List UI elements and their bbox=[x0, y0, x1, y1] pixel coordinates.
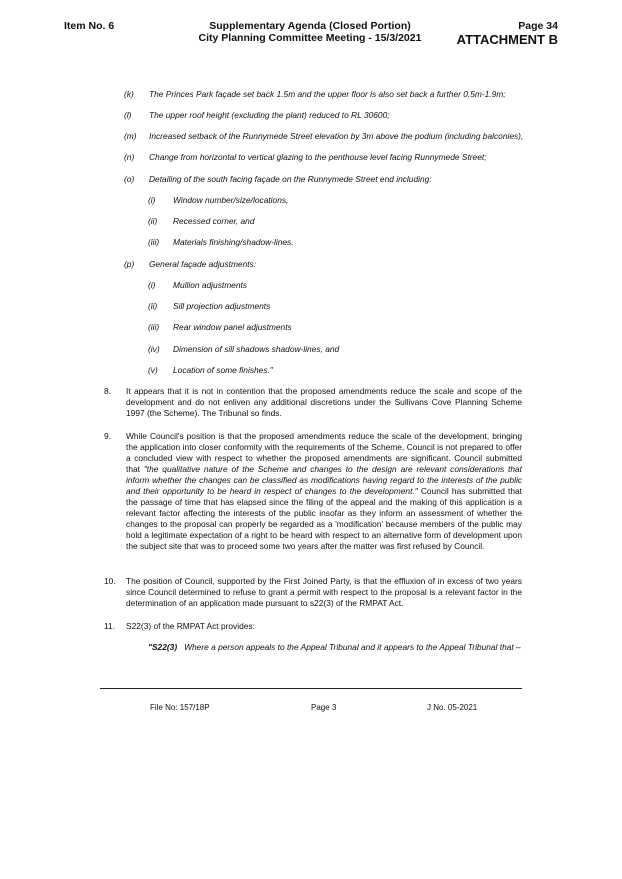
list-text: Change from horizontal to vertical glazing to the penthouse level facing Runnymede Street; bbox=[149, 152, 487, 162]
list-marker: (l) bbox=[124, 110, 132, 120]
paragraph-text: The position of Council, supported by the First Joined Party, is that the effluxion of in excess of two years since Council determined to refuse to grant a permit with respect to the proposal is a relevant factor in the determination of an application made pursuant to s22(3) of the RMPAT Act. bbox=[126, 576, 522, 608]
paragraph-number: 10. bbox=[104, 576, 116, 586]
list-text: Mullion adjustments bbox=[173, 280, 248, 290]
list-text: The Princes Park façade set back 1.5m and the upper floor is also set back a further 0.5m-1.9m; bbox=[149, 89, 506, 99]
list-marker: (ii) bbox=[148, 216, 158, 226]
paragraph-text: S22(3) of the RMPAT Act provides: bbox=[126, 621, 255, 631]
list-marker: (i) bbox=[148, 280, 156, 290]
statute-quote bbox=[148, 642, 522, 653]
list-text: Detailing of the south facing façade on the Runnymede Street end including: bbox=[149, 174, 432, 184]
list-marker: (v) bbox=[148, 365, 158, 375]
paragraph-text-part: While Council's position is that the proposed amendments reduce the scale of the development, bringing the application into closer conformity with the requirements of the Scheme, Council is not prepared to offer a concluded view with respect to whether the proposed amendments are significant. Council submitted that bbox=[126, 431, 522, 474]
paragraph-text: It appears that it is not in contention that the proposed amendments reduce the scale and scope of the development and do not enliven any additional discretions under the Sullivans Cove Planning Scheme 1997 (the Scheme). The Tribunal so finds. bbox=[126, 386, 522, 418]
paragraph-text-part: Council has submitted that the passage of time that has elapsed since the filing of the appeal and the making of this application is a relevant factor affecting the interests of the public insofar as they inform an assessment of whether the changes to the proposal can properly be regarded as a 'modification' because members of the public may hold a legitimate expectation of a right to be heard with respect to an alternative form of development upon the subject site that was to proceed some two years after the matter was first refused by Council. bbox=[126, 486, 522, 551]
page-heading bbox=[457, 20, 558, 47]
footer-page-number: Page 3 bbox=[311, 703, 337, 712]
attachment-label: ATTACHMENT B bbox=[456, 32, 558, 47]
footer-divider bbox=[100, 688, 522, 689]
footer-reference: J No. 05-2021 bbox=[427, 703, 478, 712]
list-text: Window number/size/locations, bbox=[173, 195, 289, 205]
list-text: The upper roof height (excluding the plant) reduced to RL 30600; bbox=[149, 110, 390, 120]
list-marker: (p) bbox=[124, 259, 135, 269]
list-text: Rear window panel adjustments bbox=[173, 322, 292, 332]
list-text: Materials finishing/shadow-lines. bbox=[173, 237, 294, 247]
list-text: Recessed corner, and bbox=[173, 216, 255, 226]
list-text: Location of some finishes." bbox=[173, 365, 273, 375]
list-marker: (iii) bbox=[148, 237, 160, 247]
paragraph-text bbox=[126, 431, 522, 552]
quote-text: Where a person appeals to the Appeal Tribunal and it appears to the Appeal Tribunal that – bbox=[184, 642, 521, 652]
list-text: General façade adjustments: bbox=[149, 259, 257, 269]
list-text: Sill projection adjustments bbox=[173, 301, 271, 311]
list-text: Dimension of sill shadows shadow-lines, and bbox=[173, 344, 340, 354]
agenda-heading bbox=[190, 20, 430, 44]
list-marker: (i) bbox=[148, 195, 156, 205]
paragraph-number: 8. bbox=[104, 386, 111, 396]
item-number: Item No. 6 bbox=[64, 20, 115, 32]
meeting-title: City Planning Committee Meeting - 15/3/2021 bbox=[198, 32, 422, 44]
list-marker: (ii) bbox=[148, 301, 158, 311]
list-marker: (iv) bbox=[148, 344, 160, 354]
council-quote: "the qualitative nature of the Scheme and changes to the design are relevant considerations that inform whether the changes can be classified as modifications having regard to the interests of the public and their opportunity to be heard in respect of changes to the development." bbox=[126, 464, 522, 496]
list-marker: (n) bbox=[124, 152, 135, 162]
footer-file-number: File No: 157/18P bbox=[150, 703, 210, 712]
section-label: "S22(3) bbox=[148, 642, 178, 652]
page-number: Page 34 bbox=[518, 20, 558, 32]
list-marker: (iii) bbox=[148, 322, 160, 332]
list-marker: (o) bbox=[124, 174, 135, 184]
paragraph-number: 11. bbox=[104, 621, 116, 631]
list-text: Increased setback of the Runnymede Street elevation by 3m above the podium (including balconies), bbox=[149, 131, 524, 141]
agenda-title: Supplementary Agenda (Closed Portion) bbox=[209, 20, 411, 32]
paragraph-number: 9. bbox=[104, 431, 111, 441]
list-marker: (m) bbox=[124, 131, 137, 141]
list-marker: (k) bbox=[124, 89, 134, 99]
